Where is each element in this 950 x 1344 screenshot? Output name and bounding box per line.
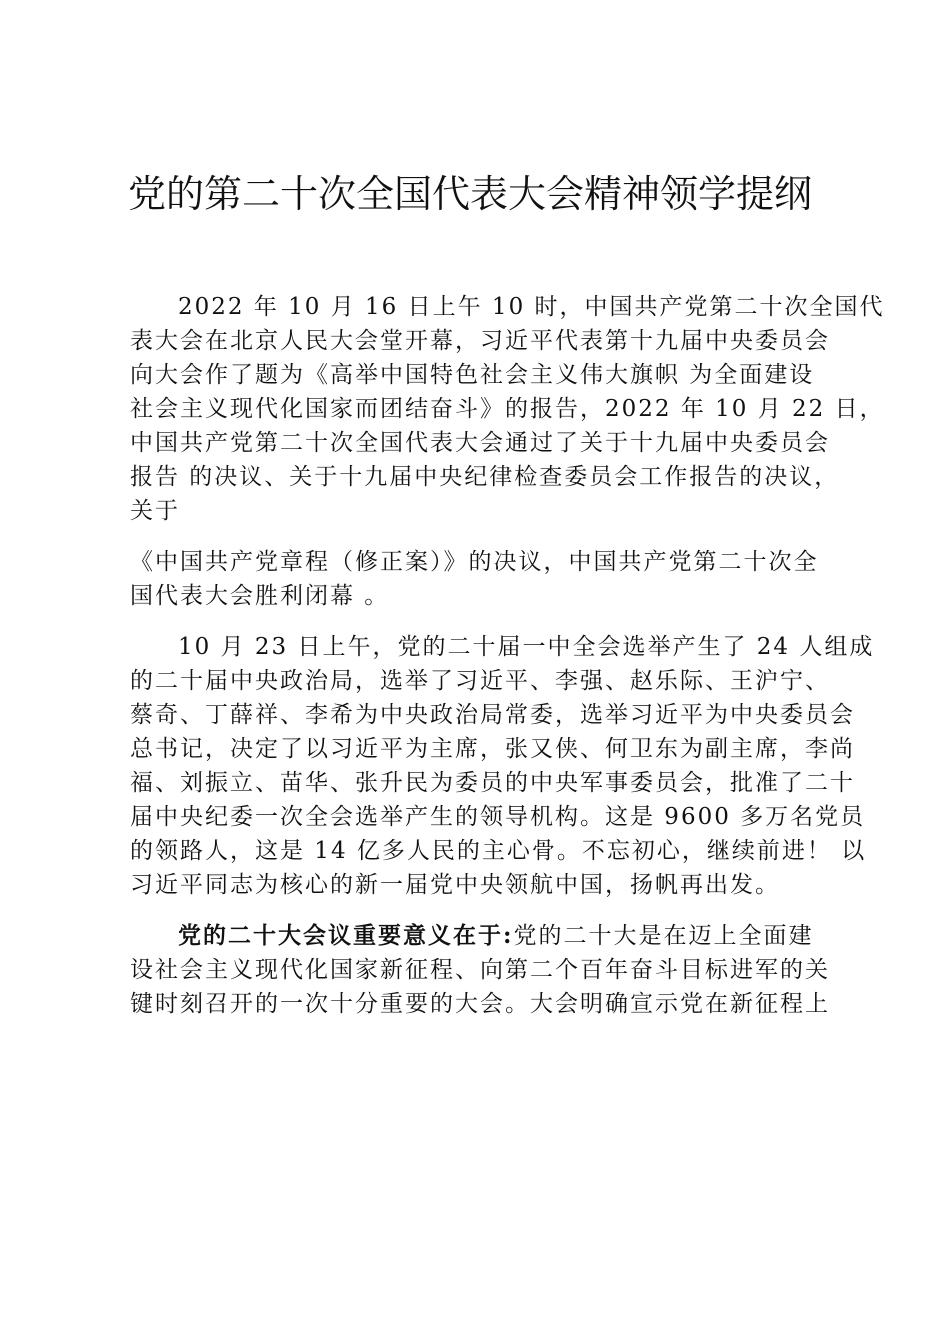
- document-title: 党的第二十次全国代表大会精神领学提纲: [128, 172, 813, 216]
- paragraph-1-line-1: 2022 年 10 月 16 日上午 10 时，中国共产党第二十次全国代: [178, 294, 885, 320]
- paragraph-2-line-5: 福、刘振立、苗华、张升民为委员的中央军事委员会，批准了二十: [130, 770, 855, 796]
- paragraph-2-line-7: 的领路人，这是 14 亿多人民的主心骨。不忘初心，继续前进！ 以: [130, 838, 867, 864]
- paragraph-1-line-6: 报告 的决议、关于十九届中央纪律检查委员会工作报告的决议，: [130, 464, 840, 490]
- paragraph-3-first-line-rest: 党的二十大是在迈上全面建: [513, 923, 814, 949]
- paragraph-3-line-1: [178, 920, 814, 952]
- paragraph-1-line-3: 向大会作了题为《高举中国特色社会主义伟大旗帜 为全面建设: [130, 362, 815, 388]
- paragraph-2-line-1: 10 月 23 日上午，党的二十届一中全会选举产生了 24 人组成: [178, 634, 875, 660]
- paragraph-1-line-9: 国代表大会胜利闭幕 。: [130, 583, 390, 609]
- paragraph-2-line-4: 总书记，决定了以习近平为主席，张又侠、何卫东为副主席，李尚: [130, 736, 855, 762]
- paragraph-1-line-4: 社会主义现代化国家而团结奋斗》的报告，2022 年 10 月 22 日，: [130, 396, 885, 422]
- paragraph-2-line-3: 蔡奇、丁薛祥、李希为中央政治局常委，选举习近平为中央委员会: [130, 702, 855, 728]
- paragraph-1-line-2: 表大会在北京人民大会堂开幕，习近平代表第十九届中央委员会: [130, 328, 830, 354]
- paragraph-2-line-2: 的二十届中央政治局，选举了习近平、李强、赵乐际、王沪宁、: [130, 668, 830, 694]
- paragraph-3-line-3: 键时刻召开的一次十分重要的大会。大会明确宣示党在新征程上: [130, 991, 830, 1017]
- paragraph-1-line-8: 《中国共产党章程（修正案）》的决议，中国共产党第二十次全: [130, 549, 819, 575]
- paragraph-1-line-7: 关于: [130, 498, 180, 524]
- paragraph-1-line-5: 中国共产党第二十次全国代表大会通过了关于十九届中央委员会: [130, 430, 830, 456]
- paragraph-3-bold-lead: 党的二十大会议重要意义在于:: [178, 922, 514, 949]
- paragraph-3-line-2: 设社会主义现代化国家新征程、向第二个百年奋斗目标进军的关: [130, 957, 830, 983]
- paragraph-2-line-8: 习近平同志为核心的新一届党中央领航中国，扬帆再出发。: [130, 872, 780, 898]
- paragraph-2-line-6: 届中央纪委一次全会选举产生的领导机构。这是 9600 多万名党员: [130, 804, 866, 830]
